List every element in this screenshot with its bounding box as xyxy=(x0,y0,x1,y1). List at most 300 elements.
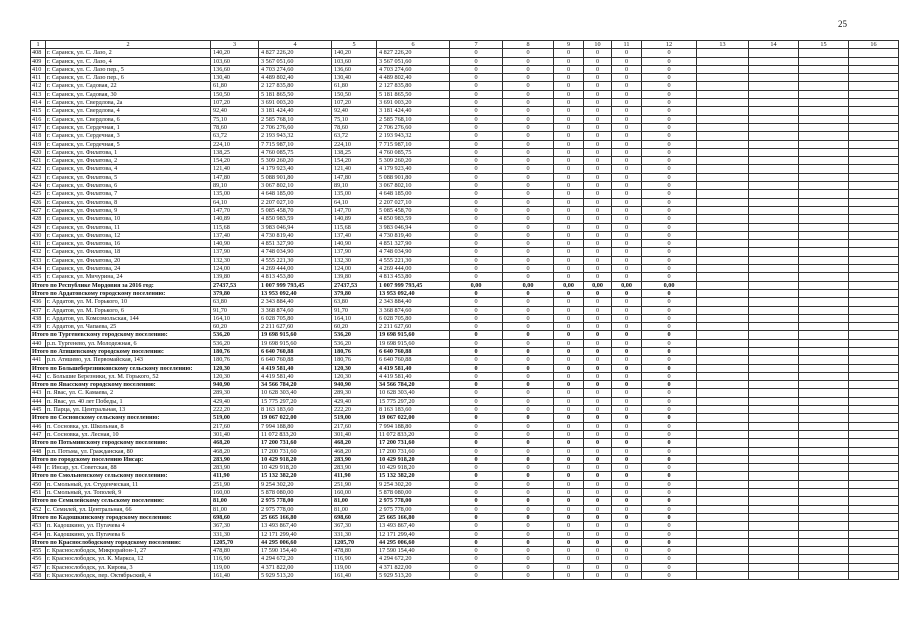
empty-cell xyxy=(799,198,849,206)
value-cell: 0,00 xyxy=(612,281,642,289)
value-cell: 0 xyxy=(503,364,554,372)
value-cell: 0 xyxy=(554,547,584,555)
address-cell: г. Краснослободск, Микрорайон-1, 27 xyxy=(46,547,211,555)
empty-cell xyxy=(799,572,849,580)
table-row xyxy=(31,65,899,73)
address-cell: г. Саранск, ул. С. Лазо пер., 5 xyxy=(46,65,211,73)
empty-cell xyxy=(799,298,849,306)
value-cell: 0 xyxy=(554,248,584,256)
empty-cell xyxy=(799,356,849,364)
value-cell: 0 xyxy=(584,206,612,214)
area-cell: 78,60 xyxy=(332,123,377,131)
value-cell: 0 xyxy=(584,273,612,281)
value-cell: 0 xyxy=(503,406,554,414)
empty-cell xyxy=(697,455,749,463)
value-cell: 0 xyxy=(584,190,612,198)
empty-cell xyxy=(749,157,799,165)
value-cell: 0 xyxy=(612,289,642,297)
value-cell: 0 xyxy=(503,306,554,314)
row-number: 408 xyxy=(31,49,46,57)
row-number: 419 xyxy=(31,140,46,148)
value-cell: 0 xyxy=(642,314,697,322)
value-cell: 0 xyxy=(503,547,554,555)
value-cell: 0,00 xyxy=(554,281,584,289)
value-cell: 0 xyxy=(584,422,612,430)
area-cell: 536,20 xyxy=(211,339,259,347)
area-cell: 217,60 xyxy=(332,422,377,430)
value-cell: 0 xyxy=(450,406,503,414)
empty-cell xyxy=(799,231,849,239)
table-row xyxy=(31,206,899,214)
value-cell: 0 xyxy=(450,555,503,563)
cost-cell: 4 419 581,40 xyxy=(377,364,450,372)
value-cell: 0 xyxy=(612,132,642,140)
empty-cell xyxy=(749,240,799,248)
empty-cell xyxy=(799,190,849,198)
empty-cell xyxy=(749,547,799,555)
empty-cell xyxy=(697,347,749,355)
empty-cell xyxy=(749,148,799,156)
value-cell: 0 xyxy=(612,547,642,555)
value-cell: 0 xyxy=(612,206,642,214)
cost-cell: 10 429 918,20 xyxy=(259,455,332,463)
empty-cell xyxy=(799,530,849,538)
empty-cell xyxy=(799,107,849,115)
value-cell: 0 xyxy=(554,90,584,98)
cost-cell: 5 181 865,50 xyxy=(377,90,450,98)
value-cell: 0 xyxy=(554,115,584,123)
value-cell: 0 xyxy=(642,406,697,414)
value-cell: 0 xyxy=(642,256,697,264)
value-cell: 0 xyxy=(642,547,697,555)
value-cell: 0 xyxy=(503,439,554,447)
area-cell: 251,90 xyxy=(332,480,377,488)
area-cell: 379,80 xyxy=(332,289,377,297)
area-cell: 379,80 xyxy=(211,289,259,297)
empty-cell xyxy=(849,231,899,239)
area-cell: 107,20 xyxy=(332,99,377,107)
value-cell: 0 xyxy=(642,480,697,488)
empty-cell xyxy=(799,547,849,555)
area-cell: 164,10 xyxy=(332,314,377,322)
cost-cell: 34 566 784,20 xyxy=(377,381,450,389)
empty-cell xyxy=(749,190,799,198)
cost-cell: 13 953 092,40 xyxy=(377,289,450,297)
value-cell: 0 xyxy=(554,99,584,107)
column-number-4: 4 xyxy=(259,41,332,49)
empty-cell xyxy=(697,298,749,306)
value-cell: 0 xyxy=(584,406,612,414)
empty-cell xyxy=(849,215,899,223)
empty-cell xyxy=(749,522,799,530)
area-cell: 135,00 xyxy=(211,190,259,198)
value-cell: 0 xyxy=(450,182,503,190)
value-cell: 0 xyxy=(612,513,642,521)
area-cell: 367,30 xyxy=(332,522,377,530)
area-cell: 115,68 xyxy=(332,223,377,231)
table-row xyxy=(31,563,899,571)
row-number: 437 xyxy=(31,306,46,314)
value-cell: 0 xyxy=(642,231,697,239)
empty-cell xyxy=(849,281,899,289)
area-cell: 137,90 xyxy=(211,248,259,256)
area-cell: 89,10 xyxy=(332,182,377,190)
value-cell: 0 xyxy=(584,306,612,314)
empty-cell xyxy=(849,513,899,521)
cost-cell: 4 827 226,20 xyxy=(377,49,450,57)
value-cell: 0 xyxy=(450,173,503,181)
row-number: 424 xyxy=(31,182,46,190)
cost-cell: 4 294 672,20 xyxy=(377,555,450,563)
value-cell: 0 xyxy=(503,572,554,580)
empty-cell xyxy=(849,123,899,131)
value-cell: 0 xyxy=(584,323,612,331)
table-row xyxy=(31,140,899,148)
empty-cell xyxy=(697,306,749,314)
column-number-row xyxy=(31,41,899,49)
cost-cell: 9 254 302,20 xyxy=(377,480,450,488)
value-cell: 0 xyxy=(450,455,503,463)
cost-cell: 4 851 327,90 xyxy=(377,240,450,248)
empty-cell xyxy=(749,115,799,123)
cost-cell: 4 179 923,40 xyxy=(259,165,332,173)
area-cell: 137,90 xyxy=(332,248,377,256)
empty-cell xyxy=(799,497,849,505)
empty-cell xyxy=(749,182,799,190)
value-cell: 0 xyxy=(450,538,503,546)
value-cell: 0 xyxy=(503,430,554,438)
column-number-9: 9 xyxy=(554,41,584,49)
empty-cell xyxy=(697,57,749,65)
column-number-6: 6 xyxy=(377,41,450,49)
cost-cell: 4 813 453,80 xyxy=(259,273,332,281)
table-row xyxy=(31,198,899,206)
cost-cell: 4 813 453,80 xyxy=(377,273,450,281)
value-cell: 0 xyxy=(450,140,503,148)
empty-cell xyxy=(849,381,899,389)
value-cell: 0 xyxy=(503,464,554,472)
value-cell: 0 xyxy=(554,57,584,65)
value-cell: 0 xyxy=(584,455,612,463)
area-cell: 140,90 xyxy=(332,240,377,248)
table-row xyxy=(31,148,899,156)
empty-cell xyxy=(697,323,749,331)
value-cell: 0 xyxy=(450,157,503,165)
cost-cell: 6 028 705,80 xyxy=(377,314,450,322)
empty-cell xyxy=(749,223,799,231)
empty-cell xyxy=(749,455,799,463)
empty-cell xyxy=(749,314,799,322)
value-cell: 0 xyxy=(450,422,503,430)
address-cell: г. Саранск, ул. Филатова, 6 xyxy=(46,182,211,190)
table-row xyxy=(31,339,899,347)
empty-cell xyxy=(697,240,749,248)
cost-cell: 4 850 983,59 xyxy=(377,215,450,223)
value-cell: 0 xyxy=(612,157,642,165)
value-cell: 0 xyxy=(642,107,697,115)
subtotal-label: Итого по Атяшевскому городскому поселению: xyxy=(31,347,211,355)
area-cell: 75,10 xyxy=(211,115,259,123)
value-cell: 0 xyxy=(584,480,612,488)
area-cell: 121,40 xyxy=(211,165,259,173)
value-cell: 0 xyxy=(584,298,612,306)
cost-cell: 4 489 802,40 xyxy=(377,74,450,82)
cost-cell: 4 489 802,40 xyxy=(259,74,332,82)
empty-cell xyxy=(799,414,849,422)
empty-cell xyxy=(697,265,749,273)
table-row xyxy=(31,265,899,273)
area-cell: 89,10 xyxy=(211,182,259,190)
value-cell: 0 xyxy=(450,165,503,173)
empty-cell xyxy=(749,123,799,131)
empty-cell xyxy=(749,464,799,472)
address-cell: п. Кадошкино, ул. Пугачева 6 xyxy=(46,530,211,538)
value-cell: 0 xyxy=(612,65,642,73)
cost-cell: 4 371 822,00 xyxy=(377,563,450,571)
area-cell: 411,90 xyxy=(211,472,259,480)
value-cell: 0 xyxy=(612,430,642,438)
subtotal-label: Итого по Тургеневскому городскому поселению: xyxy=(31,331,211,339)
value-cell: 0 xyxy=(612,339,642,347)
empty-cell xyxy=(849,538,899,546)
area-cell: 136,60 xyxy=(211,65,259,73)
value-cell: 0 xyxy=(612,397,642,405)
empty-cell xyxy=(749,289,799,297)
table-row xyxy=(31,240,899,248)
address-cell: п. Явас, ул. 40 лет Победы, 1 xyxy=(46,397,211,405)
subtotal-label: Итого по Республике Мордовия за 2016 год: xyxy=(31,281,211,289)
value-cell: 0 xyxy=(450,123,503,131)
value-cell: 0 xyxy=(612,107,642,115)
empty-cell xyxy=(799,323,849,331)
area-cell: 124,00 xyxy=(332,265,377,273)
area-cell: 147,80 xyxy=(211,173,259,181)
empty-cell xyxy=(749,381,799,389)
value-cell: 0 xyxy=(612,273,642,281)
area-cell: 180,76 xyxy=(211,356,259,364)
subtotal-label: Итого по Краснослободскому городскому поселению: xyxy=(31,538,211,546)
area-cell: 132,30 xyxy=(332,256,377,264)
value-cell: 0 xyxy=(584,256,612,264)
subtotal-label: Итого по городскому поселению Инсар: xyxy=(31,455,211,463)
value-cell: 0 xyxy=(584,389,612,397)
cost-cell: 9 254 302,20 xyxy=(259,480,332,488)
table-row xyxy=(31,522,899,530)
value-cell: 0 xyxy=(554,372,584,380)
cost-cell: 4 748 034,90 xyxy=(259,248,332,256)
row-number: 454 xyxy=(31,530,46,538)
empty-cell xyxy=(849,497,899,505)
value-cell: 0 xyxy=(642,173,697,181)
cost-cell: 25 665 166,80 xyxy=(259,513,332,521)
row-number: 423 xyxy=(31,173,46,181)
empty-cell xyxy=(849,314,899,322)
table-row xyxy=(31,422,899,430)
value-cell: 0 xyxy=(642,74,697,82)
cost-cell: 4 371 822,00 xyxy=(259,563,332,571)
value-cell: 0 xyxy=(612,563,642,571)
row-number: 425 xyxy=(31,190,46,198)
value-cell: 0 xyxy=(612,182,642,190)
cost-cell: 19 067 022,00 xyxy=(377,414,450,422)
table-row xyxy=(31,489,899,497)
empty-cell xyxy=(697,464,749,472)
area-cell: 27437,53 xyxy=(332,281,377,289)
table-row xyxy=(31,231,899,239)
cost-cell: 2 343 884,40 xyxy=(259,298,332,306)
value-cell: 0 xyxy=(642,82,697,90)
row-number: 450 xyxy=(31,480,46,488)
subtotal-row xyxy=(31,497,899,505)
value-cell: 0 xyxy=(584,198,612,206)
value-cell: 0 xyxy=(503,347,554,355)
area-cell: 224,10 xyxy=(332,140,377,148)
row-number: 446 xyxy=(31,422,46,430)
value-cell: 0 xyxy=(584,107,612,115)
row-number: 414 xyxy=(31,99,46,107)
address-cell: г. Саранск, ул. Свердлова, 6 xyxy=(46,115,211,123)
cost-cell: 5 929 513,20 xyxy=(377,572,450,580)
address-cell: г. Саранск, ул. Филатова, 12 xyxy=(46,231,211,239)
value-cell: 0 xyxy=(612,497,642,505)
cost-cell: 2 975 778,00 xyxy=(259,505,332,513)
empty-cell xyxy=(697,505,749,513)
area-cell: 140,90 xyxy=(211,240,259,248)
value-cell: 0 xyxy=(642,157,697,165)
value-cell: 0 xyxy=(584,99,612,107)
area-cell: 138,25 xyxy=(332,148,377,156)
table-row xyxy=(31,505,899,513)
empty-cell xyxy=(849,439,899,447)
value-cell: 0 xyxy=(642,364,697,372)
value-cell: 0 xyxy=(612,140,642,148)
value-cell: 0 xyxy=(584,140,612,148)
row-number: 422 xyxy=(31,165,46,173)
cost-cell: 12 171 299,40 xyxy=(377,530,450,538)
cost-cell: 44 295 006,60 xyxy=(259,538,332,546)
value-cell: 0 xyxy=(612,215,642,223)
empty-cell xyxy=(849,372,899,380)
row-number: 434 xyxy=(31,265,46,273)
value-cell: 0 xyxy=(554,306,584,314)
area-cell: 136,60 xyxy=(332,65,377,73)
area-cell: 139,80 xyxy=(332,273,377,281)
address-cell: г. Саранск, ул. Филатова, 10 xyxy=(46,215,211,223)
empty-cell xyxy=(849,547,899,555)
table-row xyxy=(31,157,899,165)
empty-cell xyxy=(849,240,899,248)
value-cell: 0 xyxy=(612,248,642,256)
empty-cell xyxy=(749,273,799,281)
row-number: 432 xyxy=(31,248,46,256)
value-cell: 0 xyxy=(642,99,697,107)
cost-cell: 19 698 915,60 xyxy=(377,339,450,347)
value-cell: 0 xyxy=(642,115,697,123)
area-cell: 116,90 xyxy=(211,555,259,563)
row-number: 435 xyxy=(31,273,46,281)
value-cell: 0 xyxy=(642,464,697,472)
area-cell: 468,20 xyxy=(332,447,377,455)
area-cell: 160,00 xyxy=(211,489,259,497)
empty-cell xyxy=(799,505,849,513)
cost-cell: 2 585 768,10 xyxy=(259,115,332,123)
value-cell: 0 xyxy=(584,331,612,339)
empty-cell xyxy=(697,422,749,430)
cost-cell: 4 730 819,40 xyxy=(259,231,332,239)
value-cell: 0 xyxy=(612,555,642,563)
area-cell: 120,30 xyxy=(332,364,377,372)
value-cell: 0 xyxy=(642,49,697,57)
empty-cell xyxy=(849,339,899,347)
row-number: 444 xyxy=(31,397,46,405)
empty-cell xyxy=(799,256,849,264)
value-cell: 0 xyxy=(584,381,612,389)
empty-cell xyxy=(849,406,899,414)
value-cell: 0 xyxy=(503,99,554,107)
value-cell: 0 xyxy=(584,489,612,497)
empty-cell xyxy=(749,339,799,347)
cost-cell: 3 567 051,60 xyxy=(377,57,450,65)
empty-cell xyxy=(697,513,749,521)
empty-cell xyxy=(749,82,799,90)
empty-cell xyxy=(849,256,899,264)
value-cell: 0 xyxy=(503,82,554,90)
table-row xyxy=(31,397,899,405)
value-cell: 0 xyxy=(612,347,642,355)
value-cell: 0 xyxy=(554,123,584,131)
address-cell: п. Кадошкино, ул. Пугачева 4 xyxy=(46,522,211,530)
value-cell: 0 xyxy=(642,182,697,190)
value-cell: 0 xyxy=(612,372,642,380)
value-cell: 0 xyxy=(554,572,584,580)
row-number: 410 xyxy=(31,65,46,73)
area-cell: 64,10 xyxy=(211,198,259,206)
empty-cell xyxy=(697,447,749,455)
empty-cell xyxy=(799,90,849,98)
cost-cell: 10 628 303,40 xyxy=(259,389,332,397)
empty-cell xyxy=(749,447,799,455)
empty-cell xyxy=(849,107,899,115)
cost-cell: 3 567 051,60 xyxy=(259,57,332,65)
subtotal-label: Итого по Сосновскому сельскому поселению: xyxy=(31,414,211,422)
area-cell: 289,30 xyxy=(332,389,377,397)
value-cell: 0 xyxy=(554,273,584,281)
cost-cell: 19 067 022,00 xyxy=(259,414,332,422)
cost-cell: 7 715 987,10 xyxy=(259,140,332,148)
subtotal-row xyxy=(31,289,899,297)
cost-cell: 2 975 778,00 xyxy=(377,497,450,505)
empty-cell xyxy=(799,331,849,339)
empty-cell xyxy=(697,381,749,389)
value-cell: 0 xyxy=(450,215,503,223)
empty-cell xyxy=(849,265,899,273)
cost-cell: 5 088 901,80 xyxy=(377,173,450,181)
table-row xyxy=(31,480,899,488)
area-cell: 160,00 xyxy=(332,489,377,497)
cost-cell: 4 648 185,00 xyxy=(259,190,332,198)
row-number: 449 xyxy=(31,464,46,472)
value-cell: 0 xyxy=(642,356,697,364)
table-row xyxy=(31,547,899,555)
empty-cell xyxy=(799,140,849,148)
value-cell: 0 xyxy=(554,397,584,405)
empty-cell xyxy=(749,572,799,580)
column-number-2: 2 xyxy=(46,41,211,49)
value-cell: 0 xyxy=(450,265,503,273)
area-cell: 411,90 xyxy=(332,472,377,480)
area-cell: 536,20 xyxy=(211,331,259,339)
cost-cell: 10 429 918,20 xyxy=(377,455,450,463)
